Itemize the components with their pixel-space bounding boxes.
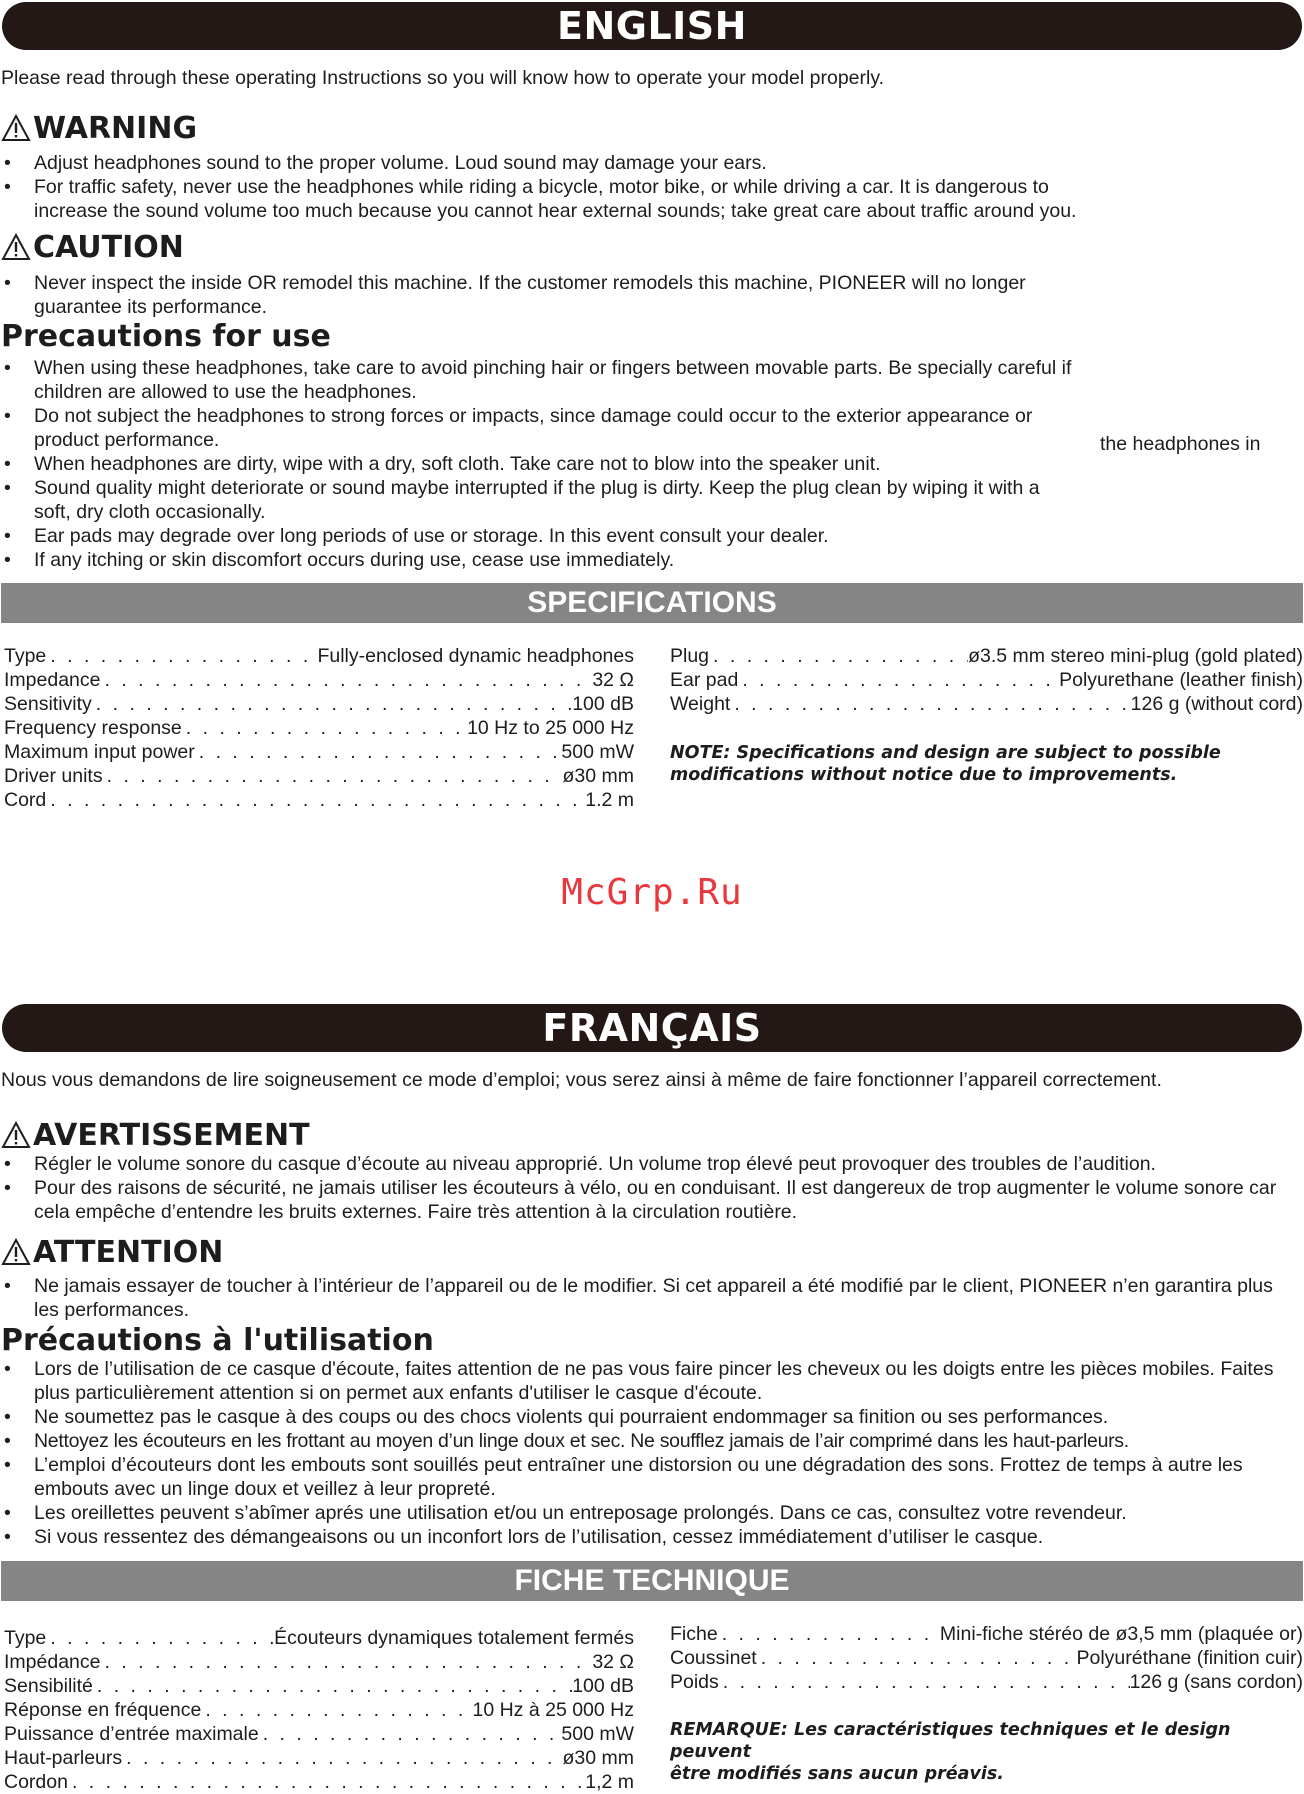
leader-dots (122, 1746, 562, 1770)
francais-intro: Nous vous demandons de lire soigneusement ce mode d’emploi; vous serez ainsi à même de faire fonctionner l’appareil correctement. (1, 1069, 1162, 1091)
spec-label: Ear pad (670, 669, 739, 691)
spec-label: Driver units (4, 765, 103, 787)
leader-dots (182, 716, 467, 740)
spec-row (4, 1698, 634, 1722)
spec-label: Frequency response (4, 717, 182, 739)
list-item: • Ne jamais essayer de toucher à l’intérieur de l’appareil ou de le modifier. Si cet appareil a été modifié par le client, PIONEER n’en garantira plus les performances. (0, 1274, 1304, 1322)
spec-label: Puissance d’entrée maximale (4, 1723, 259, 1745)
spec-row (4, 788, 634, 812)
spec-label: Impédance (4, 1651, 101, 1673)
leader-dots (195, 740, 562, 764)
spec-row (670, 1670, 1303, 1694)
spec-row (4, 764, 634, 788)
spec-value: Mini-fiche stéréo de ø3,5 mm (plaquée or) (939, 1623, 1303, 1645)
list-item: • Sound quality might deteriorate or sound maybe interrupted if the plug is dirty. Keep the plug clean by wiping it with a soft, dry cloth occasionally. (0, 476, 1304, 524)
leader-dots (757, 1646, 1077, 1670)
spec-row (670, 644, 1303, 668)
leader-dots (718, 1622, 940, 1646)
precautions-fr-list (0, 1357, 1304, 1549)
list-item: • Lors de l’utilisation de ce casque d'écoute, faites attention de ne pas vous faire pincer les cheveux ou les doigts entre les pièces mobiles. Faites plus particulièrement attention si on permet aux enfants d'utiliser le casque d'écoute. (0, 1357, 1304, 1405)
spec-row (4, 644, 634, 668)
spec-label: Coussinet (670, 1647, 757, 1669)
leader-dots (738, 668, 1059, 692)
precautions-list (0, 356, 1304, 572)
specs-note: NOTE: Specifications and design are subject to possible modifications without notice due to improvements. (670, 743, 1221, 785)
spec-label: Haut-parleurs (4, 1747, 123, 1769)
spec-row (4, 1746, 634, 1770)
spec-value: ø3.5 mm stereo mini-plug (gold plated) (968, 645, 1303, 667)
spec-label: Weight (670, 693, 731, 715)
spec-row (4, 716, 634, 740)
leader-dots (93, 1674, 572, 1698)
english-section-title: ENGLISH (2, 2, 1302, 50)
spec-label: Fiche (670, 1623, 718, 1645)
spec-value: 126 g (without cord) (1130, 693, 1303, 715)
spec-label: Sensibilité (4, 1675, 93, 1697)
english-intro: Please read through these operating Instructions so you will know how to operate your model properly. (1, 67, 885, 89)
warning-title: WARNING (33, 111, 198, 146)
spec-row (4, 692, 634, 716)
list-item: • When headphones are dirty, wipe with a dry, soft cloth. Take care not to blow into the speaker unit. (0, 452, 1304, 476)
spec-value: 32 Ω (592, 669, 634, 691)
spec-value: 1,2 m (585, 1771, 634, 1793)
attention-list (0, 1274, 1304, 1322)
precautions-heading (1, 318, 331, 354)
leader-dots (259, 1722, 562, 1746)
stray-text: the headphones in (1100, 433, 1261, 455)
caution-heading (1, 229, 184, 265)
avertissement-title: AVERTISSEMENT (33, 1118, 310, 1153)
leader-dots (46, 644, 317, 668)
leader-dots (730, 692, 1130, 716)
spec-label: Cord (4, 789, 47, 811)
spec-value: Écouteurs dynamiques totalement fermés (274, 1627, 634, 1649)
spec-value: 10 Hz to 25 000 Hz (467, 717, 634, 739)
spec-value: ø30 mm (562, 765, 634, 787)
spec-row (4, 740, 634, 764)
list-item: • When using these headphones, take care to avoid pinching hair or fingers between movable parts. Be specially careful if children are allowed to use the headphones. (0, 356, 1304, 404)
spec-label: Impedance (4, 669, 101, 691)
precautions-fr-heading (1, 1322, 434, 1358)
spec-value: 500 mW (561, 741, 634, 763)
spec-label: Réponse en fréquence (4, 1699, 202, 1721)
list-item: • Do not subject the headphones to strong forces or impacts, since damage could occur to the exterior appearance or product performance. (0, 404, 1304, 452)
spec-row (4, 1770, 634, 1794)
spec-row (4, 1722, 634, 1746)
leader-dots (46, 1626, 274, 1650)
spec-row (670, 1622, 1303, 1646)
francais-section-title: FRANÇAIS (2, 1004, 1302, 1052)
warning-triangle-icon (1, 1121, 31, 1149)
list-item: • If any itching or skin discomfort occurs during use, cease use immediately. (0, 548, 1304, 572)
list-item: • Pour des raisons de sécurité, ne jamais utiliser les écouteurs à vélo, ou en conduisant. Il est dangereux de trop augmenter le volume sonore car cela empêche d’entendre les bruits externes. Faire très attention à la circulation routière. (0, 1176, 1304, 1224)
spec-label: Sensitivity (4, 693, 92, 715)
spec-value: Polyuréthane (finition cuir) (1076, 1647, 1303, 1669)
leader-dots (709, 644, 968, 668)
specifications-bar: SPECIFICATIONS (1, 583, 1303, 623)
list-item: • Ne soumettez pas le casque à des coups ou des chocs violents qui pourraient endommager sa finition ou ses performances. (0, 1405, 1304, 1429)
spec-row (670, 692, 1303, 716)
spec-value: Fully-enclosed dynamic headphones (317, 645, 634, 667)
leader-dots (201, 1698, 472, 1722)
warning-list (0, 151, 1304, 223)
list-item: • L’emploi d’écouteurs dont les embouts sont souillés peut entraîner une distorsion ou une dégradation des sons. Frottez de temps à autre les embouts avec un linge doux et veillez à leur propreté. (0, 1453, 1304, 1501)
warning-triangle-icon (1, 233, 31, 261)
warning-heading (1, 110, 197, 146)
spec-label: Maximum input power (4, 741, 195, 763)
avertissement-list (0, 1152, 1304, 1224)
spec-value: 100 dB (572, 1675, 634, 1697)
leader-dots (68, 1770, 585, 1794)
spec-value: 1.2 m (585, 789, 634, 811)
leader-dots (103, 764, 563, 788)
spec-value: Polyurethane (leather finish) (1059, 669, 1303, 691)
list-item: • Adjust headphones sound to the proper volume. Loud sound may damage your ears. (0, 151, 1304, 175)
spec-value: 10 Hz à 25 000 Hz (472, 1699, 634, 1721)
spec-value: 32 Ω (592, 1651, 634, 1673)
list-item: • Ear pads may degrade over long periods of use or storage. In this event consult your dealer. (0, 524, 1304, 548)
caution-list (0, 271, 1304, 319)
leader-dots (719, 1670, 1130, 1694)
spec-row (4, 1626, 634, 1650)
warning-triangle-icon (1, 1238, 31, 1266)
list-item: • Nettoyez les écouteurs en les frottant au moyen d’un linge doux et sec. Ne soufflez jamais de l’air comprimé dans les haut-parleurs. (0, 1429, 1304, 1453)
spec-value: 500 mW (561, 1723, 634, 1745)
spec-label: Cordon (4, 1771, 68, 1793)
list-item: • For traffic safety, never use the headphones while riding a bicycle, motor bike, or while driving a car. It is dangerous to increase the sound volume too much because you cannot hear external sounds; take great care about traffic around you. (0, 175, 1304, 223)
caution-title: CAUTION (33, 230, 184, 265)
fiche-technique-bar: FICHE TECHNIQUE (1, 1561, 1303, 1601)
warning-triangle-icon (1, 114, 31, 142)
spec-row (670, 1646, 1303, 1670)
leader-dots (46, 788, 585, 812)
spec-value: 126 g (sans cordon) (1129, 1671, 1303, 1693)
list-item: • Régler le volume sonore du casque d’écoute au niveau approprié. Un volume trop élevé peut provoquer des troubles de l’audition. (0, 1152, 1304, 1176)
leader-dots (92, 692, 572, 716)
list-item: • Never inspect the inside OR remodel this machine. If the customer remodels this machine, PIONEER will no longer guarantee its performance. (0, 271, 1304, 319)
spec-label: Type (4, 645, 47, 667)
leader-dots (100, 668, 592, 692)
spec-row (4, 1674, 634, 1698)
avertissement-heading (1, 1117, 310, 1153)
spec-label: Poids (670, 1671, 719, 1693)
precautions-title: Precautions for use (1, 319, 331, 354)
list-item: • Si vous ressentez des démangeaisons ou un inconfort lors de l’utilisation, cessez immédiatement d’utiliser le casque. (0, 1525, 1304, 1549)
spec-label: Plug (670, 645, 710, 667)
precautions-fr-title: Précautions à l'utilisation (1, 1323, 434, 1358)
attention-title: ATTENTION (33, 1235, 224, 1270)
list-item: • Les oreillettes peuvent s’abîmer aprés une utilisation et/ou un entreposage prolongés. Dans ce cas, consultez votre revendeur. (0, 1501, 1304, 1525)
specs-fr-note: REMARQUE: Les caractéristiques techniques et le design peuvent être modifiés sans aucun préavis. (670, 1720, 1231, 1784)
watermark: McGrp.Ru (561, 872, 743, 913)
spec-value: 100 dB (572, 693, 634, 715)
leader-dots (100, 1650, 592, 1674)
spec-row (4, 1650, 634, 1674)
attention-heading (1, 1234, 223, 1270)
spec-row (670, 668, 1303, 692)
spec-label: Type (4, 1627, 47, 1649)
spec-row (4, 668, 634, 692)
spec-value: ø30 mm (562, 1747, 634, 1769)
